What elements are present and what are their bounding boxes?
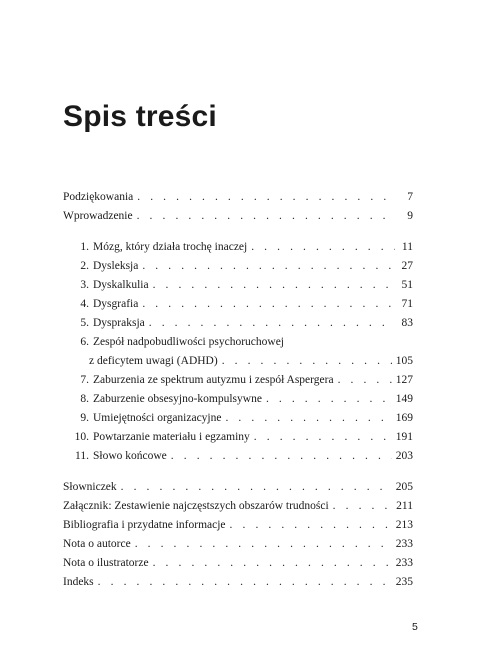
toc-entry-chapter-6[interactable] — [63, 333, 413, 352]
chapter-number: 4. — [80, 298, 89, 310]
dot-leader — [153, 276, 395, 295]
dot-leader — [98, 573, 392, 592]
dot-leader — [338, 371, 392, 390]
toc-entry-chapter-9[interactable] — [63, 409, 413, 428]
toc-entry-glossary[interactable] — [63, 478, 413, 497]
entry-page: 105 — [395, 355, 413, 367]
dot-leader — [137, 188, 395, 207]
entry-label: Dysgrafia — [93, 298, 139, 310]
entry-page: 71 — [401, 298, 413, 310]
dot-leader — [266, 390, 392, 409]
dot-leader — [251, 238, 395, 257]
entry-label: Dysleksja — [93, 260, 139, 272]
dot-leader — [254, 428, 392, 447]
entry-page: 9 — [407, 210, 413, 222]
toc-entry-chapter-7[interactable] — [63, 371, 413, 390]
entry-page: 203 — [395, 450, 413, 462]
chapter-number: 2. — [80, 260, 89, 272]
toc-entry-appendix[interactable] — [63, 497, 413, 516]
entry-label: Mózg, który działa trochę inaczej — [93, 241, 248, 253]
toc-entry-chapter-11[interactable] — [63, 447, 413, 466]
toc-entry-chapter-2[interactable] — [63, 257, 413, 276]
toc-entry-chapter-6-continued[interactable] — [63, 352, 413, 371]
toc-entry-chapter-3[interactable] — [63, 276, 413, 295]
entry-page: 191 — [395, 431, 413, 443]
chapter-number: 5. — [80, 317, 89, 329]
toc-entry-about-author[interactable] — [63, 535, 413, 554]
entry-label: Podziękowania — [63, 191, 134, 203]
dot-leader — [153, 554, 392, 573]
entry-page: 233 — [395, 557, 413, 569]
entry-page: 169 — [395, 412, 413, 424]
dot-leader — [142, 295, 395, 314]
dot-leader — [121, 478, 392, 497]
dot-leader — [333, 497, 393, 516]
entry-label: Umiejętności organizacyjne — [93, 412, 222, 424]
dot-leader — [149, 314, 395, 333]
entry-label: Załącznik: Zestawienie najczęstszych obszarów trudności — [63, 500, 329, 512]
toc-entry-introduction[interactable] — [63, 207, 413, 226]
entry-page: 211 — [396, 500, 413, 512]
entry-page: 149 — [395, 393, 413, 405]
toc-entry-index[interactable] — [63, 573, 413, 592]
chapter-number: 10. — [74, 431, 89, 443]
toc-entry-chapter-4[interactable] — [63, 295, 413, 314]
chapter-number: 8. — [80, 393, 89, 405]
entry-label: Indeks — [63, 576, 94, 588]
chapter-number: 3. — [80, 279, 89, 291]
entry-page: 127 — [395, 374, 413, 386]
chapter-number: 6. — [80, 336, 89, 348]
entry-page: 235 — [395, 576, 413, 588]
entry-page: 11 — [401, 241, 413, 253]
entry-page: 205 — [395, 481, 413, 493]
page-title: Spis treści — [63, 100, 217, 133]
entry-page: 51 — [401, 279, 413, 291]
chapter-number: 1. — [80, 241, 89, 253]
entry-label-continued: z deficytem uwagi (ADHD) — [89, 355, 218, 367]
entry-label: Dyskalkulia — [93, 279, 149, 291]
dot-leader — [171, 447, 392, 466]
entry-label: Nota o autorce — [63, 538, 131, 550]
table-of-contents — [63, 188, 413, 604]
toc-entry-chapter-10[interactable] — [63, 428, 413, 447]
entry-page: 27 — [401, 260, 413, 272]
entry-page: 213 — [395, 519, 413, 531]
back-matter — [63, 478, 413, 592]
page-number: 5 — [412, 621, 418, 633]
front-matter — [63, 188, 413, 226]
entry-page: 233 — [395, 538, 413, 550]
toc-entry-chapter-1[interactable] — [63, 238, 413, 257]
entry-label: Słowniczek — [63, 481, 117, 493]
entry-label: Powtarzanie materiału i egzaminy — [93, 431, 250, 443]
dot-leader — [230, 516, 392, 535]
chapter-number: 11. — [75, 450, 89, 462]
entry-page: 7 — [407, 191, 413, 203]
entry-label: Dyspraksja — [93, 317, 145, 329]
entry-page: 83 — [401, 317, 413, 329]
toc-entry-about-illustrator[interactable] — [63, 554, 413, 573]
entry-label: Nota o ilustratorze — [63, 557, 149, 569]
dot-leader — [137, 207, 395, 226]
toc-entry-bibliography[interactable] — [63, 516, 413, 535]
toc-entry-chapter-5[interactable] — [63, 314, 413, 333]
dot-leader — [222, 352, 392, 371]
entry-label: Słowo końcowe — [93, 450, 167, 462]
chapter-number: 7. — [80, 374, 89, 386]
toc-entry-acknowledgements[interactable] — [63, 188, 413, 207]
entry-label: Zespół nadpobudliwości psychoruchowej — [93, 336, 284, 348]
entry-label: Wprowadzenie — [63, 210, 133, 222]
chapters — [63, 238, 413, 466]
entry-label: Zaburzenia ze spektrum autyzmu i zespół Aspergera — [93, 374, 334, 386]
entry-label: Bibliografia i przydatne informacje — [63, 519, 226, 531]
toc-entry-chapter-8[interactable] — [63, 390, 413, 409]
dot-leader — [135, 535, 392, 554]
dot-leader — [142, 257, 395, 276]
dot-leader — [225, 409, 391, 428]
chapter-number: 9. — [80, 412, 89, 424]
entry-label: Zaburzenie obsesyjno-kompulsywne — [93, 393, 262, 405]
